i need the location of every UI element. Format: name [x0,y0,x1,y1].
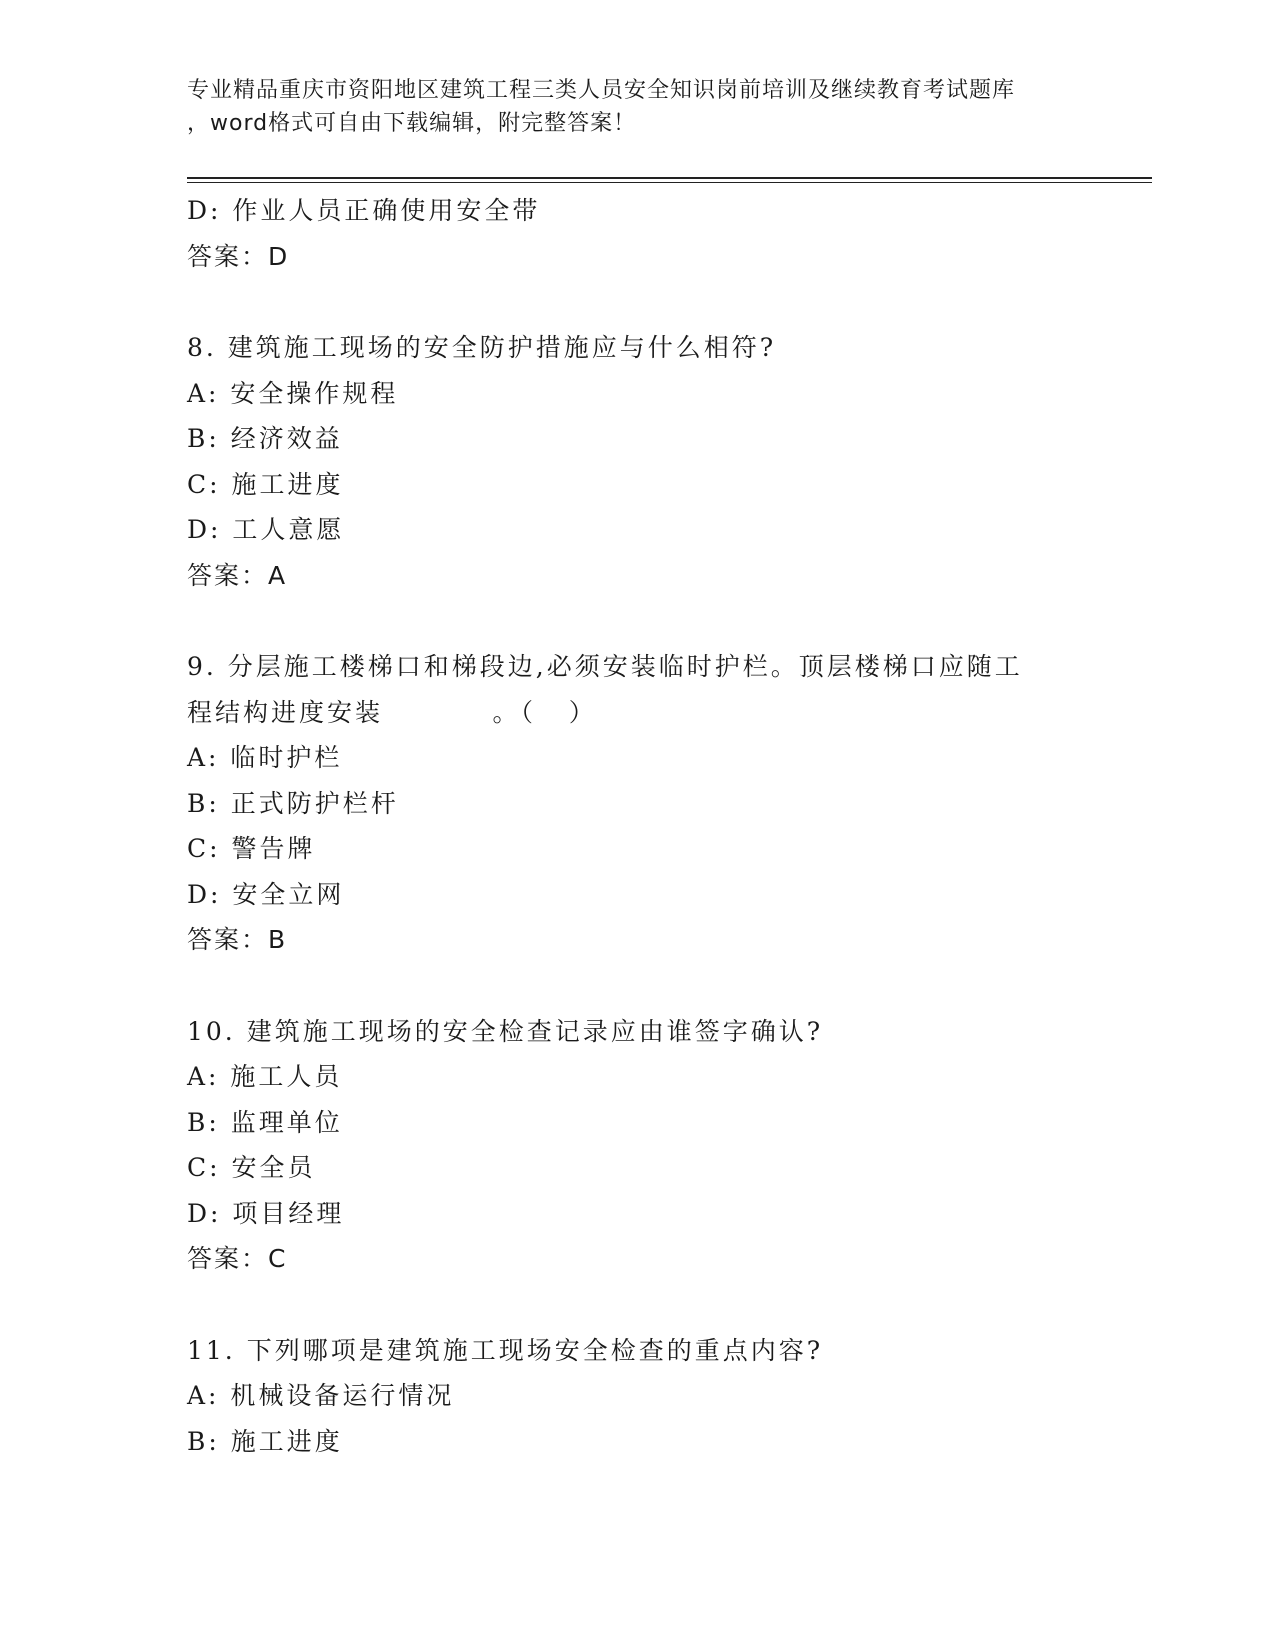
option-line: B: 经济效益 [187,424,343,453]
answer-line: 答案：B [187,925,288,954]
option-line: D: 工人意愿 [187,515,345,544]
question-list [187,188,1147,1464]
option-line: A: 施工人员 [187,1062,343,1091]
option-line: B: 正式防护栏杆 [187,788,399,818]
header-title-line-1: 专业精品重庆市资阳地区建筑工程三类人员安全知识岗前培训及继续教育考试题库 [187,78,1016,103]
question-text: 10. 建筑施工现场的安全检查记录应由谁签字确认? [187,1016,824,1046]
option-line: A: 临时护栏 [187,743,343,772]
option-line: D: 安全立网 [187,879,345,909]
option-line: D: 项目经理 [187,1198,345,1228]
option-line: D: 作业人员正确使用安全带 [187,196,541,225]
answer-line: 答案：D [187,241,290,271]
section-gap [187,963,1147,1009]
document-header [187,74,1087,140]
question-text: 9. 分层施工楼梯口和梯段边,必须安装临时护栏。顶层楼梯口应随工 [187,652,1023,681]
question-text: 程结构进度安装 。（ ） [187,697,597,727]
option-line: A: 安全操作规程 [187,378,399,408]
question-text: 11. 下列哪项是建筑施工现场安全检查的重点内容? [187,1335,824,1365]
section-gap [187,1282,1147,1328]
option-line: A: 机械设备运行情况 [187,1381,455,1410]
header-divider-thick [187,177,1152,179]
option-line: B: 监理单位 [187,1107,343,1137]
section-gap [187,598,1147,644]
question-text: 8. 建筑施工现场的安全防护措施应与什么相符? [187,333,777,362]
section-gap [187,279,1147,325]
option-line: C: 安全员 [187,1153,316,1182]
answer-line: 答案：A [187,560,288,590]
header-divider-thin [187,182,1152,183]
option-line: B: 施工进度 [187,1426,343,1456]
header-title-line-2: ，word格式可自由下载编辑，附完整答案！ [187,111,637,136]
option-line: C: 警告牌 [187,834,316,863]
answer-line: 答案：C [187,1244,288,1273]
option-line: C: 施工进度 [187,469,344,499]
